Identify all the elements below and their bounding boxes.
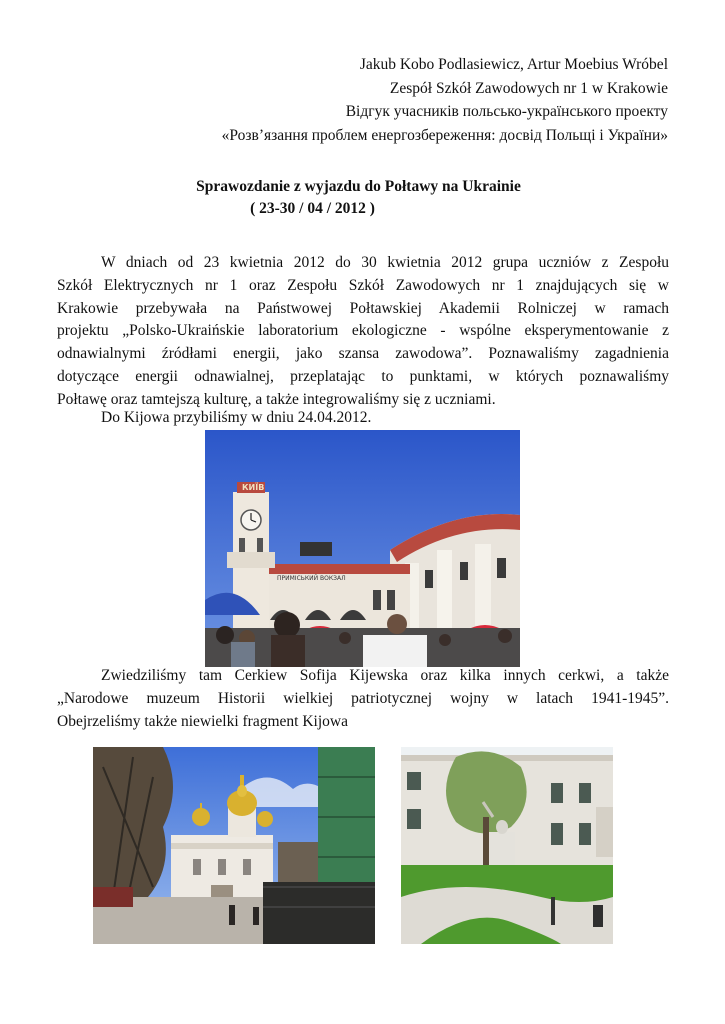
arrival-text: Do Kijowa przybiliśmy w dniu 24.04.2012.: [101, 409, 372, 426]
station-sign-text: КИЇВ: [242, 483, 265, 492]
project-line: «Розв’язання проблем енергозбереження: досвід Польщі і України»: [221, 126, 668, 144]
text-line: „Narodowe muzeum Historii wielkiej patriotycznej wojny w latach 1941-1945”.: [57, 689, 669, 707]
photo-museum-courtyard: [401, 747, 613, 944]
text-line: Krakowie przebywała na Państwowej Połtawskiej Akademii Rolniczej w ramach: [57, 299, 669, 317]
photo-lavra-cathedral: [93, 747, 375, 944]
header-block: [222, 53, 668, 147]
text-line: Szkół Elektrycznych nr 1 oraz Zespołu Szkół Zawodowych nr 1 znajdujących się w: [57, 276, 669, 294]
report-title: Sprawozdanie z wyjazdu do Połtawy na Ukrainie: [196, 178, 521, 195]
station-name-text: ПРИМІСЬКИЙ ВОКЗАЛ: [277, 575, 346, 582]
paragraph-kyiv-visit: [57, 665, 669, 733]
school-line: Zespół Szkół Zawodowych nr 1 w Krakowie: [389, 79, 668, 97]
report-dates: ( 23-30 / 04 / 2012 ): [250, 200, 375, 217]
text-line: projektu „Polsko-Ukraińskie laboratorium ekologiczne - wspólne eksperymentowanie z: [57, 322, 669, 340]
text-line: Połtawę oraz tamtejszą kulturę, a także integrowaliśmy się z uczniami.: [57, 390, 496, 408]
paragraph-arrival: [57, 407, 669, 430]
text-line: W dniach od 23 kwietnia 2012 do 30 kwietnia 2012 grupa uczniów z Zespołu: [101, 254, 669, 271]
photo-kyiv-station: [205, 430, 520, 667]
text-line: Zwiedziliśmy tam Cerkiew Sofija Kijewska oraz kilka innych cerkwi, a także: [101, 667, 669, 684]
paragraph-intro: [57, 252, 669, 412]
text-line: dotyczące energii odnawialnej, przeplatając to punktami, w których poznawaliśmy: [57, 367, 669, 385]
review-line: Відгук учасників польсько-українського проекту: [345, 103, 668, 120]
text-line: Obejrzeliśmy także niewielki fragment Kijowa: [57, 712, 348, 730]
authors-line: Jakub Kobo Podlasiewicz, Artur Moebius Wróbel: [359, 56, 668, 73]
text-line: odnawialnymi źródłami energii, jako szansa zawodowa”. Poznawaliśmy zagadnienia: [57, 345, 669, 363]
